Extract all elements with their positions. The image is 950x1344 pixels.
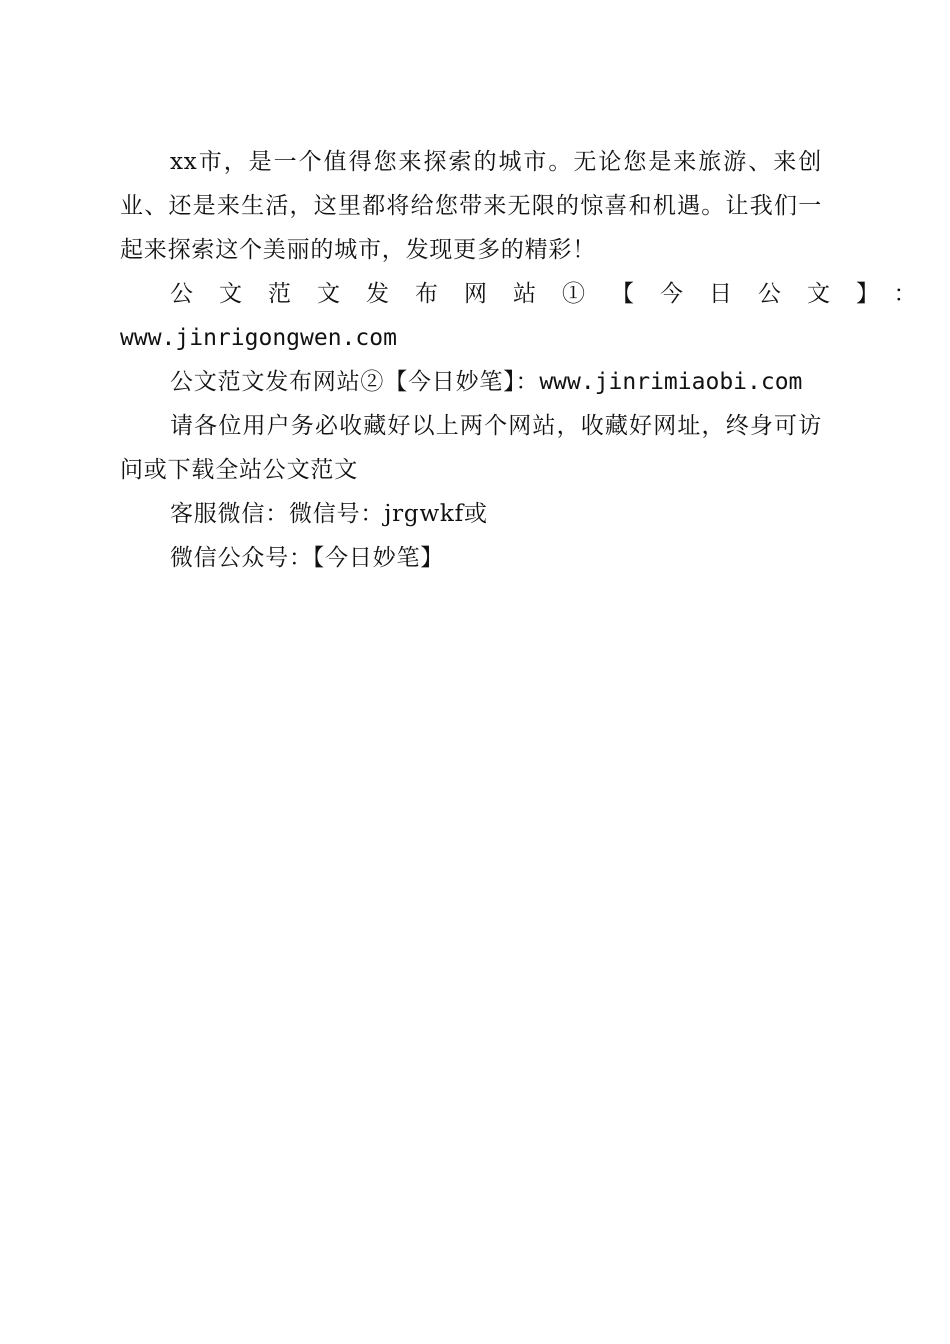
wechat-service-paragraph: 客服微信：微信号：jrgwkf或 <box>170 501 488 527</box>
site1-label: 公文范文发布网站①【今日公文】： <box>170 281 943 307</box>
site1-label-line <box>120 272 943 316</box>
site2-label: 公文范文发布网站②【今日妙笔】： <box>170 369 540 395</box>
reminder-paragraph: 请各位用户务必收藏好以上两个网站，收藏好网址，终身可访问或下载全站公文范文 <box>120 413 822 483</box>
site2-url[interactable]: www.jinrimiaobi.com <box>539 369 803 395</box>
site1-paragraph <box>120 272 943 360</box>
site2-paragraph <box>120 360 822 404</box>
document-body <box>120 140 943 580</box>
site1-url[interactable]: www.jinrigongwen.com <box>120 325 397 351</box>
intro-paragraph: xx市，是一个值得您来探索的城市。无论您是来旅游、来创业、还是来生活，这里都将给您带来无限的惊喜和机遇。让我们一起来探索这个美丽的城市，发现更多的精彩！ <box>120 149 822 263</box>
site2-line <box>120 360 822 404</box>
wechat-official-paragraph: 微信公众号：【今日妙笔】 <box>170 545 445 571</box>
